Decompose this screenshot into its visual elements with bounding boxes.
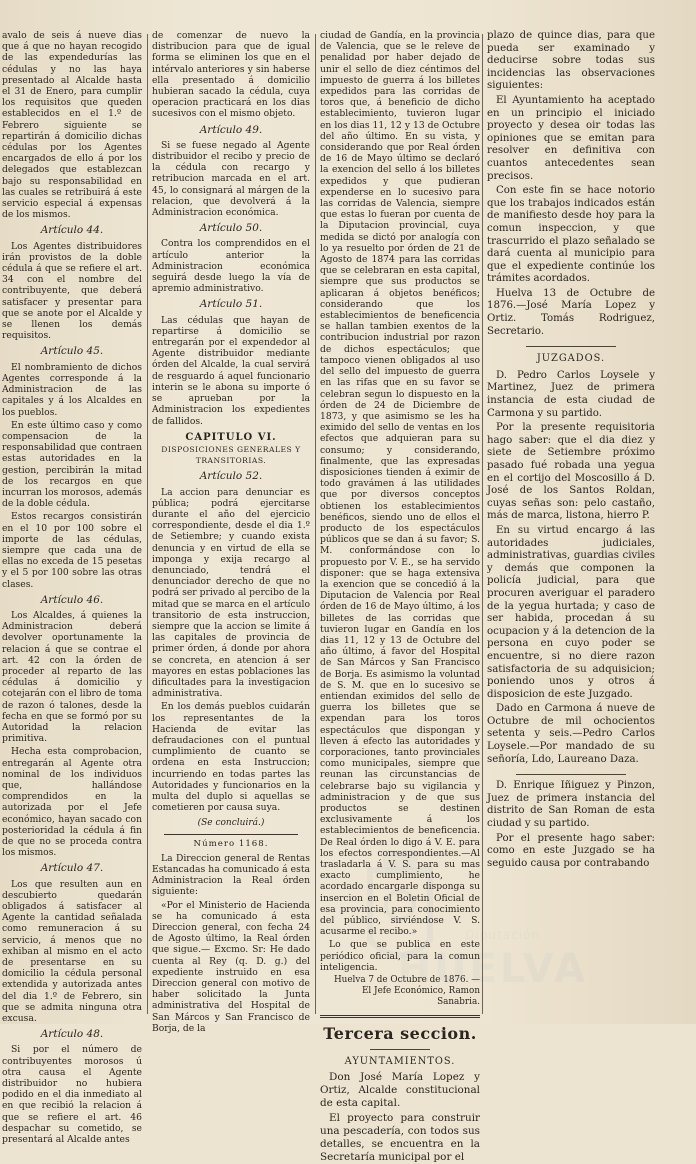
article-heading: Artículo 49. [199, 123, 263, 136]
paragraph: D. Pedro Carlos Loysele y Martinez, Juez de primera instancia de esta ciudad de Carmona y su partido. [487, 369, 655, 419]
section-divider [164, 834, 298, 835]
paragraph: plazo de quince dias, para que pueda ser examinado y deducirse sobre todas sus incidencias las observaciones siguientes: [487, 30, 655, 92]
paragraph: Por el presente hago saber: como en este Juzgado se ha seguido causa por contrabando [487, 832, 655, 869]
paragraph: ciudad de Gandía, en la provincia de Valencia, que se le releve de penalidad por haber dejado de unir el sello de diez céntimos del impuesto de guerra á los billetes expedidos para las corridas de toros que, á beneficio de dicho establecimiento, tuvieron lugar en los dias 11, 12 y 13 de Octubre del año último. En su vista, y considerando que por Real órden de 16 de Mayo último se declaró la exencion del sello á los billetes expedidos y que pudieran expenderse en lo sucesivo para las corridas de Valencia, siempre que estas lo fueran por cuenta de la Diputacion provincial, cuya medida se dictó por analogía con lo ya resuelto por órden de 21 de Agosto de 1874 para las corridas que se celebraran en esta capital, siempre que sus productos se aplicaran á objetos benéficos; considerando que los establecimientos de beneficencia se hallan tambien exentos de la contribucion industrial por razon de dichos espectáculos; que tampoco vienen obligados al uso del sello del impuesto de guerra en las rifas que en su favor se celebran segun lo dispuesto en la órden de 24 de Diciembre de 1873, y que asimismo se les ha eximido del sello de ventas en los efectos que adquieran para su consumo; y considerando, finalmente, que las expresadas disposiciones tienden á eximir de todo gravámen á las utilidades que por diversos conceptos obtienen los establecimientos benéficos, siendo uno de ellos el producto de los espectáculos públicos que se dan á su favor; S. M. conformándose con lo propuesto por V. E., se ha servido disponer: que se haga extensiva la exencion que se concedió á la Diputacion de Valencia por Real órden de 16 de Mayo último, á los billetes de las corridas que tuvieron lugar en Gandía en los dias 11, 12 y 13 de Octubre del año último, á favor del Hospital de San Márcos y San Francisco de Borja. Es asimismo la voluntad de S. M. que en lo sucesivo se entiendan eximidos del sello de guerra los billetes que se expendan para los toros espectáculos que dispongan y lleven á efecto las autoridades y corporaciones, tanto provinciales como municipales, siempre que reunan las circunstancias de celebrarse bajo su vigilancia y administracion y de que sus productos se destinen exclusivamente á los establecimientos de beneficencia. De Real órden lo digo á V. E. para los efectos correspondientes.—Al trasladarla á V. S. para su mas exacto cumplimiento, he acordado encargarle disponga su insercion en el Boletin Oficial de esa provincia, para conocimiento del público, sirviéndose V. S. acusarme el recibo.» [320, 30, 480, 938]
section-heading: AYUNTAMIENTOS. [344, 1055, 456, 1067]
paragraph: Con este fin se hace notorio que los trabajos indicados están de manifiesto desde hoy para la comun inspeccion, y que trascurrido el plazo señalado se dará cuenta al municipio para que el expediente continúe los trámites acordados. [487, 185, 655, 285]
paragraph: El Ayuntamiento ha aceptado en un principio el iniciado proyecto y desea oir todas las opiniones que se emitan para resolver en definitiva con cuantos antecedentes sean precisos. [487, 94, 655, 182]
column-4 [487, 30, 655, 1020]
paragraph: Huelva 13 de Octubre de 1876.—José María Lopez y Ortiz. Tomás Rodriguez, Secretario. [487, 287, 655, 337]
short-divider [516, 774, 626, 775]
notice-number: Número 1168. [193, 838, 269, 849]
article-heading: Artículo 52. [199, 470, 263, 483]
column-2 [152, 30, 310, 1034]
article-heading: Artículo 47. [40, 862, 104, 875]
paragraph: avalo de seis á nueve dias que á que no hayan recogido de las expendedurías las cédulas y no las haya presentado al Alcalde hasta el 31 de Enero, para cumplir los requisitos que queden establecidos en el 1.º de Febrero siguiente se repartirán á domicilio dichas cédulas por los Agentes encargados de ello á por los delegados que establezcan bajo su responsabilidad en las cuales se retribuirá á este servicio especial á expensas de los mismos. [2, 30, 142, 221]
paragraph: Las cédulas que hayan de repartirse á domicilio se entregarán por el expendedor al Agente distribuidor mediante órden del Alcalde, la cual servirá de resguardo á aquel funcionario interin se le abona su importe ó se aprueban por la Administracion los expedientes de fallidos. [152, 314, 310, 427]
paragraph: En los demás pueblos cuidarán los representantes de la Hacienda de evitar las defraudaciones con el puntual cumplimiento de cuanto se ordena en esta Instruccion; incurriendo en todas partes las Autoridades y funcionarios en la multa del duplo si aquellas se cometieren por causa suya. [152, 701, 310, 814]
paragraph: D. Enrique Iñiguez y Pinzon, Juez de primera instancia del distrito de San Roman de esta ciudad y su partido. [487, 780, 655, 830]
paragraph: La accion para denunciar es pública; podrá ejercitarse durante el año del ejercicio correspondiente, desde el dia 1.º de Setiembre; y cuando exista denuncia y en virtud de ella se imponga y exija recargo al denunciado, tendrá el denunciador derecho de que no podrá ser privado al percibo de la mitad que se marca en el artículo transitorio de esta instruccion, siempre que la accion se limite á las capitales de provincia de primer órden, á donde por ahora se concreta, en atencion á ser mayores en estas poblaciones las dificultades para la investigacion administrativa. [152, 486, 310, 700]
chapter-subheading: DISPOSICIONES GENERALES Y TRANSITORIAS. [161, 444, 301, 466]
paragraph: La Direccion general de Rentas Estancadas ha comunicado á esta Administracion la Real órden siguiente: [152, 852, 310, 898]
signature-line: Huelva 7 de Octubre de 1876. —El Jefe Económico, Ramon Sanabria. [334, 975, 480, 1008]
paragraph: Los Agentes distribuidores irán provistos de la doble cédula á que se refiere el art. 34 con el nombre del contribuyente, que deberá satisfacer y presentar para que se anote por el Alcalde y se llenen los demás requisitos. [2, 240, 142, 342]
paragraph: El nombramiento de dichos Agentes corresponde á la Administracion de las capitales y á los Alcaldes en los pueblos. [2, 361, 142, 418]
article-heading: Artículo 51. [199, 298, 263, 311]
column-divider [147, 34, 148, 1014]
paragraph: Si se fuese negado al Agente distribuidor el recibo y precio de la cédula con recargo y retribucion marcada en el art. 45, lo consignará al márgen de la relacion, que devolverá á la Administracion económica. [152, 139, 310, 219]
paragraph: de comenzar de nuevo la distribucion para que de igual forma se eliminen los que en el intérvalo anteriores y sin haberse ella presentado á domicilio hubieran sacado la cédula, cuya operacion practicará en los dias sucesivos con el mismo objeto. [152, 30, 310, 120]
paragraph: Lo que se publica en este periódico oficial, para la comun inteligencia. [320, 939, 480, 973]
paragraph: En su virtud encargo á las autoridades judiciales, administrativas, guardias civiles y demás que componen la policía judicial, para que procuren averiguar el paradero de la yegua hurtada; y caso de ser habida, procedan á su ocupacion y á la detencion de la persona en cuyo poder se encuentre, si no diere razon satisfactoria de su adquisicion; poniendo unos y otros á disposicion de este Juzgado. [487, 524, 655, 700]
paragraph: El proyecto para construir una pescadería, con todos sus detalles, se encuentra en la Secretaría municipal por el [320, 1111, 480, 1163]
paragraph: Dado en Carmona á nueve de Octubre de mil ochocientos setenta y seis.—Pedro Carlos Loysele.—Por mandado de su señoría, Ldo, Laureano Daza. [487, 703, 655, 765]
chapter-heading: CAPITULO VI. [185, 431, 277, 443]
article-heading: Artículo 46. [40, 593, 104, 606]
article-heading: Artículo 44. [40, 224, 104, 237]
to-be-concluded: (Se concluirá.) [197, 818, 265, 829]
paragraph: Los Alcaldes, á quienes la Administracion deberá devolver oportunamente la relacion á que se contrae el art. 42 con la órden de proceder al reparto de las cédulas á domicilio y cotejarán con el libro de toma de razon ó talones, desde la fecha en que se formó por su Autoridad la relacion primitiva. [2, 609, 142, 745]
article-heading: Artículo 45. [40, 345, 104, 358]
paragraph: «Por el Ministerio de Hacienda se ha comunicado á esta Direccion general, con fecha 24 de Agosto último, la Real órden que sigue.— Excmo. Sr: He dado cuenta al Rey (q. D. g.) del expediente instruido en esa Direccion general con motivo de haber solicitado la Junta administrativa del Hospital de San Márcos y San Francisco de Borja, de la [152, 899, 310, 1034]
paragraph: Por la presente requisitoria hago saber: que el dia diez y siete de Setiembre próximo pasado fué robada una yegua en el cortijo del Moscosillo á D. José de los Santos Roldan, cuyas señas son: pelo castaño, más de marca, listona, hierro P. [487, 422, 655, 522]
column-divider [482, 34, 483, 1014]
paragraph: Hecha esta comprobacion, entregarán al Agente otra nominal de los individuos que, hallándose comprendidos en la autorizada por el Jefe económico, hayan sacado con posterioridad la cédula á fin de que no se proceda contra los mismos. [2, 746, 142, 859]
article-heading: Artículo 48. [40, 1028, 104, 1041]
column-1 [2, 30, 142, 1146]
column-divider [315, 34, 316, 1014]
paragraph: Don José María Lopez y Ortiz, Alcalde constitucional de esta capital. [320, 1070, 480, 1109]
paragraph: Los que resulten aun en descubierto quedarán obligados á satisfacer al Agente la cantidad señalada como remuneracion á su servicio, á menos que no exhiban al mismo en el acto de presentarse en su domicilio la cédula personal extendida y autorizada antes del dia 1.º de Febrero, sin que se admita ninguna otra excusa. [2, 878, 142, 1025]
short-divider [526, 346, 616, 347]
column-3 [320, 30, 480, 1163]
paragraph: Si por el número de contribuyentes morosos ú otra causa el Agente distribuidor no hubiera podido en el dia inmediato al en que recibió la relacion á que se refiere el art. 46 despachar su cometido, se presentará al Alcalde antes [2, 1044, 142, 1146]
paragraph: Estos recargos consistirán en el 10 por 100 sobre el importe de las cédulas, siempre que cada una de ellas no exceda de 15 pesetas y el 5 por 100 sobre las otras clases. [2, 511, 142, 590]
paragraph: Contra los comprendidos en el artículo anterior la Administracion económica seguirá desde luego la vía de apremio administrativo. [152, 238, 310, 295]
paragraph: En este último caso y como compensacion de la responsabilidad que contraen estas autoridades en la gestion, percibirán la mitad de los recargos en que incurran los morosos, además de la doble cédula. [2, 419, 142, 510]
section-title: Tercera seccion. [323, 1023, 477, 1043]
section-rule [320, 1015, 480, 1018]
article-heading: Artículo 50. [199, 222, 263, 235]
section-heading: JUZGADOS. [536, 353, 606, 365]
short-divider [370, 1049, 430, 1050]
